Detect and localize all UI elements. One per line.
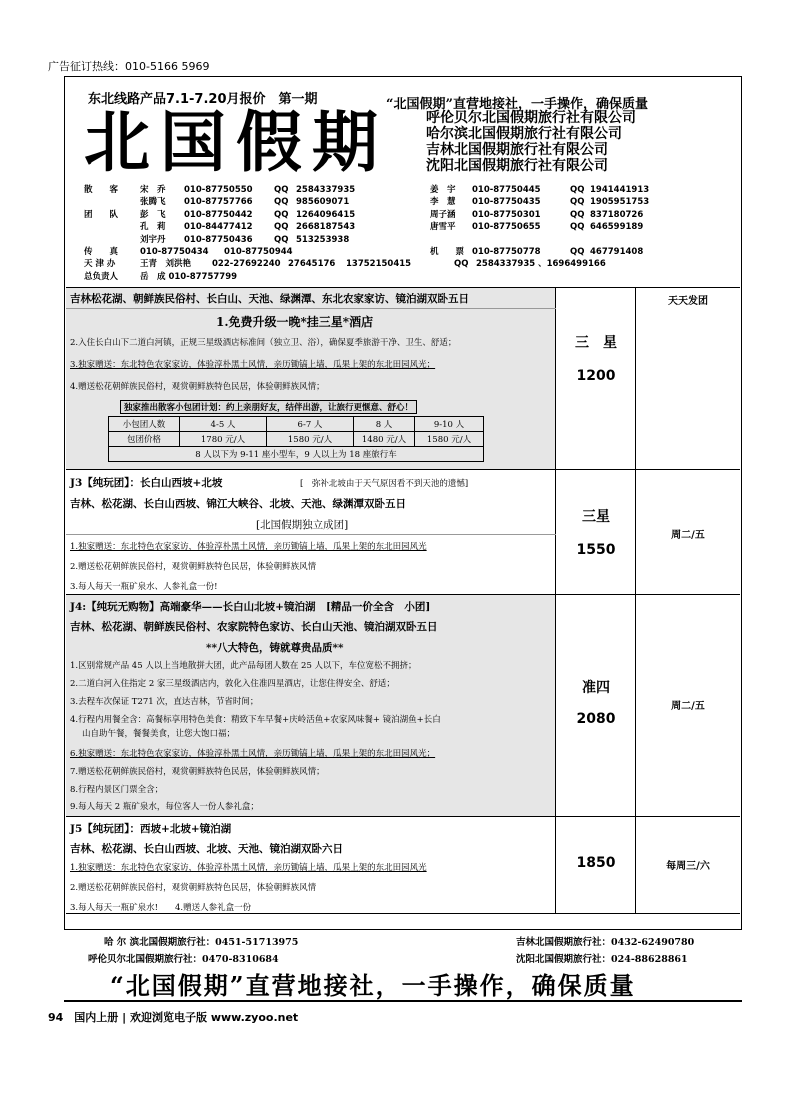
table-cell: 8 人以下为 9-11 座小型车，9 人以上为 18 座旅行车 <box>109 447 484 462</box>
contact-phone: 010-87750778 <box>472 246 541 257</box>
contact-person: 唐雪平 <box>430 222 456 233</box>
route-price: 1850 <box>576 855 616 871</box>
fax-number: 010-87750944 <box>224 246 293 257</box>
route-item: 2.入住长白山下二道白河镇，正规三星级酒店标准间（独立卫、浴），确保夏季旅游干净、卫生、舒适； <box>70 338 457 348</box>
route-block <box>66 287 740 469</box>
route-item: 2.二道白河入住指定 2 家三星级酒店内，敦化入住准四星酒店，让您住得安全、舒适； <box>70 679 395 689</box>
footer-agency-phone: 哈 尔 滨北国假期旅行社：0451-51713975 <box>104 937 299 948</box>
route-item: 山自助午餐，餐餐美食，让您大饱口福； <box>82 729 236 739</box>
contact-phone: 022-27692240 <box>212 259 281 270</box>
company-name: 吉林北国假期旅行社有限公司 <box>426 142 608 158</box>
route-feature: **八大特色，铸就尊贵品质** <box>206 642 344 654</box>
company-name: 呼伦贝尔北国假期旅行社有限公司 <box>426 110 636 126</box>
departure-days: 天天发团 <box>668 296 708 307</box>
qq-label: QQ <box>570 185 585 195</box>
route-price: 1200 <box>576 368 616 384</box>
qq-number: 467791408 <box>590 246 644 257</box>
route-item: 1.独家赠送：东北特色农家家访，体验淳朴黑土风情，亲历锄镐上墙，瓜果上架的东北田园风光 <box>70 542 427 552</box>
route-item: 3.每人每天一瓶矿泉水! 4.赠送人参礼盒一份 <box>70 903 252 913</box>
contact-person: 张腾飞 <box>140 197 166 208</box>
contact-role: 散 客 <box>84 185 119 195</box>
contact-phone: 010-84477412 <box>184 222 253 233</box>
contact-phone: 010-87757766 <box>184 197 253 208</box>
route-item: 1.独家赠送：东北特色农家家访，体验淳朴黑土风情，亲历锄镐上墙，瓜果上架的东北田园风光 <box>70 863 427 873</box>
contact-person: 刘宇丹 <box>140 234 166 245</box>
contact-role: 传 真 <box>84 246 119 257</box>
qq-label: QQ <box>274 209 289 220</box>
table-cell: 6-7 人 <box>267 417 354 432</box>
route-header: J3【纯玩团】：长白山西坡+北坡 <box>70 477 223 489</box>
qq-label: QQ <box>274 234 289 245</box>
contact-directory <box>84 184 704 283</box>
table-cell: 小包团人数 <box>109 417 180 432</box>
route-body <box>66 470 556 594</box>
route-price: 1550 <box>576 542 616 558</box>
qq-number: 1905951753 <box>590 197 650 208</box>
route-header: J4:【纯玩无购物】高端豪华——长白山北坡+镜泊湖 [精品一价全含 小团] <box>70 601 431 613</box>
route-grade-col <box>556 288 636 469</box>
route-depart-col <box>636 470 740 594</box>
bottom-rule <box>64 1000 742 1002</box>
contact-phone: 010-87750436 <box>184 234 253 245</box>
contact-row <box>84 196 704 208</box>
table-cell: 1580 元/人 <box>267 432 354 447</box>
footer-slogan: “北国假期”直营地接社，一手操作，确保质量 <box>110 971 636 1000</box>
route-item: 4.行程内用餐全含：高餐标享用特色美食：精致下车早餐+庆岭活鱼+农家风味餐+ 镜泊湖鱼+长白 <box>70 715 441 725</box>
divider <box>66 308 556 309</box>
departure-days: 周二/五 <box>671 701 705 712</box>
product-line: 东北线路产品7.1-7.20月报价 第一期 <box>88 92 318 107</box>
route-item: 9.每人每天 2 瓶矿泉水，每位客人一份人参礼盒； <box>70 802 259 812</box>
route-item: 3.独家赠送：东北特色农家家访，体验淳朴黑土风情，亲历锄镐上墙，瓜果上架的东北田园风光； <box>70 360 436 370</box>
contact-person: 王青 刘洪艳 <box>140 259 192 270</box>
route-grade-col <box>556 595 636 816</box>
qq-label: QQ <box>274 222 289 233</box>
table-cell: 8 人 <box>354 417 415 432</box>
contact-role: 总负责人 <box>84 271 119 282</box>
route-title: 吉林、松花湖、长白山西坡、锦江大峡谷、北坡、天池、绿渊潭双卧五日 <box>70 498 406 510</box>
table-cell: 1580 元/人 <box>415 432 484 447</box>
contact-person: 宋 乔 <box>140 185 166 195</box>
footer-agency-phone: 呼伦贝尔北国假期旅行社：0470-8310684 <box>88 954 279 965</box>
route-block <box>66 816 740 914</box>
route-depart-col <box>636 817 740 913</box>
table-cell: 1480 元/人 <box>354 432 415 447</box>
route-item: 6.独家赠送：东北特色农家家访，体验淳朴黑土风情，亲历锄镐上墙，瓜果上架的东北田园风光； <box>70 749 436 759</box>
qq-number: 837180726 <box>590 209 644 220</box>
route-item: 3.每人每天一瓶矿泉水、人参礼盒一份! <box>70 582 218 592</box>
qq-number: 1264096415 <box>296 209 356 220</box>
contact-row <box>84 221 704 233</box>
hotel-grade: 准四 <box>582 680 610 696</box>
route-item: 1.区别常规产品 45 人以上当地散拼大团，此产品每团人数在 25 人以下，车位宽松不拥挤； <box>70 661 417 671</box>
route-body <box>66 288 556 469</box>
contact-person: 孔 莉 <box>140 222 166 233</box>
contact-phone: 010-87750445 <box>472 185 541 195</box>
qq-label: QQ <box>570 222 585 233</box>
route-item: 2.赠送松花朝鲜族民俗村，观赏朝鲜族特色民居，体验朝鲜族风情 <box>70 562 317 572</box>
group-price-table <box>108 416 484 462</box>
contact-person: 彭 飞 <box>140 209 166 220</box>
qq-number: 2584337935 、1696499166 <box>476 259 606 270</box>
qq-number: 2668187543 <box>296 222 356 233</box>
ad-hotline: 广告征订热线：010-5166 5969 <box>48 60 210 73</box>
company-name: 沈阳北国假期旅行社有限公司 <box>426 158 608 174</box>
group-plan: 独家推出散客小包团计划：约上亲朋好友，结伴出游，让旅行更惬意、舒心！ <box>120 400 417 414</box>
contact-phone: 010-87750442 <box>184 209 253 220</box>
divider <box>66 534 556 535</box>
qq-number: 1941441913 <box>590 185 650 195</box>
footer-agency-phone: 吉林北国假期旅行社：0432-62490780 <box>516 937 695 948</box>
route-title: 吉林、松花湖、朝鲜族民俗村、农家院特色家访、长白山天池、镜泊湖双卧五日 <box>70 621 438 633</box>
hotel-grade: 三 星 <box>575 335 617 351</box>
contact-phone: 010-87750301 <box>472 209 541 220</box>
contact-phone: 010-87750655 <box>472 222 541 233</box>
brand-title: 北国假期 <box>84 104 388 181</box>
qq-label: QQ <box>570 197 585 208</box>
route-item: 8.行程内景区门票全含； <box>70 785 164 795</box>
contact-person: 周子涵 <box>430 209 456 220</box>
route-price: 2080 <box>576 711 616 727</box>
contact-row <box>84 209 704 221</box>
qq-number: 513253938 <box>296 234 350 245</box>
route-grade-col <box>556 470 636 594</box>
route-body <box>66 817 556 913</box>
route-item: 2.赠送松花朝鲜族民俗村，观赏朝鲜族特色民居，体验朝鲜族风情 <box>70 883 317 893</box>
contact-row <box>84 271 704 283</box>
upgrade-note: 1.免费升级一晚*挂三星*酒店 <box>216 315 374 329</box>
route-block <box>66 594 740 816</box>
contact-person: 岳 成 010-87757799 <box>140 271 238 282</box>
fax-number: 010-87750434 <box>140 246 209 257</box>
qq-number: 646599189 <box>590 222 644 233</box>
qq-label: QQ <box>274 185 289 195</box>
route-header: J5【纯玩团】：西坡+北坡+镜泊湖 <box>70 823 232 835</box>
contact-role: 团 队 <box>84 209 119 220</box>
route-block <box>66 469 740 594</box>
route-grade-col <box>556 817 636 913</box>
contact-row <box>84 246 704 258</box>
table-cell: 1780 元/人 <box>180 432 267 447</box>
contact-row <box>84 234 704 246</box>
qq-label: QQ <box>570 246 585 257</box>
route-title: 吉林松花湖、朝鲜族民俗村、长白山、天池、绿渊潭、东北农家家访、镜泊湖双卧五日 <box>70 293 469 305</box>
table-cell: 4-5 人 <box>180 417 267 432</box>
route-body <box>66 595 556 816</box>
departure-days: 每周三/六 <box>666 861 710 872</box>
contact-phone: 010-87750550 <box>184 185 253 195</box>
qq-number: 985609071 <box>296 197 350 208</box>
route-depart-col <box>636 288 740 469</box>
contact-person: 姜 宇 <box>430 185 456 195</box>
company-list <box>426 110 636 174</box>
route-tag: [北国假期独立成团] <box>256 519 349 531</box>
qq-label: QQ <box>570 209 585 220</box>
departure-days: 周二/五 <box>671 530 705 541</box>
route-header-note: [ 弥补北坡由于天气原因看不到天池的遗憾] <box>300 479 469 489</box>
table-cell: 包团价格 <box>109 432 180 447</box>
page-footer: 94 国内上册 | 欢迎浏览电子版 www.zyoo.net <box>48 1011 299 1024</box>
hotel-grade: 三星 <box>582 509 610 525</box>
route-depart-col <box>636 595 740 816</box>
company-name: 哈尔滨北国假期旅行社有限公司 <box>426 126 622 142</box>
table-cell: 9-10 人 <box>415 417 484 432</box>
contact-phone: 27645176 <box>288 259 336 270</box>
qq-label: QQ <box>454 259 469 270</box>
contact-phone: 13752150415 <box>346 259 412 270</box>
route-item: 7.赠送松花朝鲜族民俗村，观赏朝鲜族特色民居，体验朝鲜族风情； <box>70 767 325 777</box>
qq-number: 2584337935 <box>296 185 356 195</box>
route-title: 吉林、松花湖、长白山西坡、北坡、天池、镜泊湖双卧六日 <box>70 843 343 855</box>
contact-person: 李 慧 <box>430 197 456 208</box>
route-item: 3.去程车次保证 T271 次，直达吉林，节省时间； <box>70 697 259 707</box>
contact-role: 机 票 <box>430 246 465 257</box>
contact-role: 天 津 办 <box>84 259 116 270</box>
contact-row <box>84 258 704 270</box>
route-item: 4.赠送松花朝鲜族民俗村，观赏朝鲜族特色民居，体验朝鲜族风情； <box>70 382 325 392</box>
footer-agency-phone: 沈阳北国假期旅行社：024-88628861 <box>516 954 688 965</box>
slogan-top: “北国假期”直营地接社，一手操作，确保质量 <box>386 97 648 112</box>
contact-row <box>84 184 704 196</box>
qq-label: QQ <box>274 197 289 208</box>
contact-phone: 010-87750435 <box>472 197 541 208</box>
